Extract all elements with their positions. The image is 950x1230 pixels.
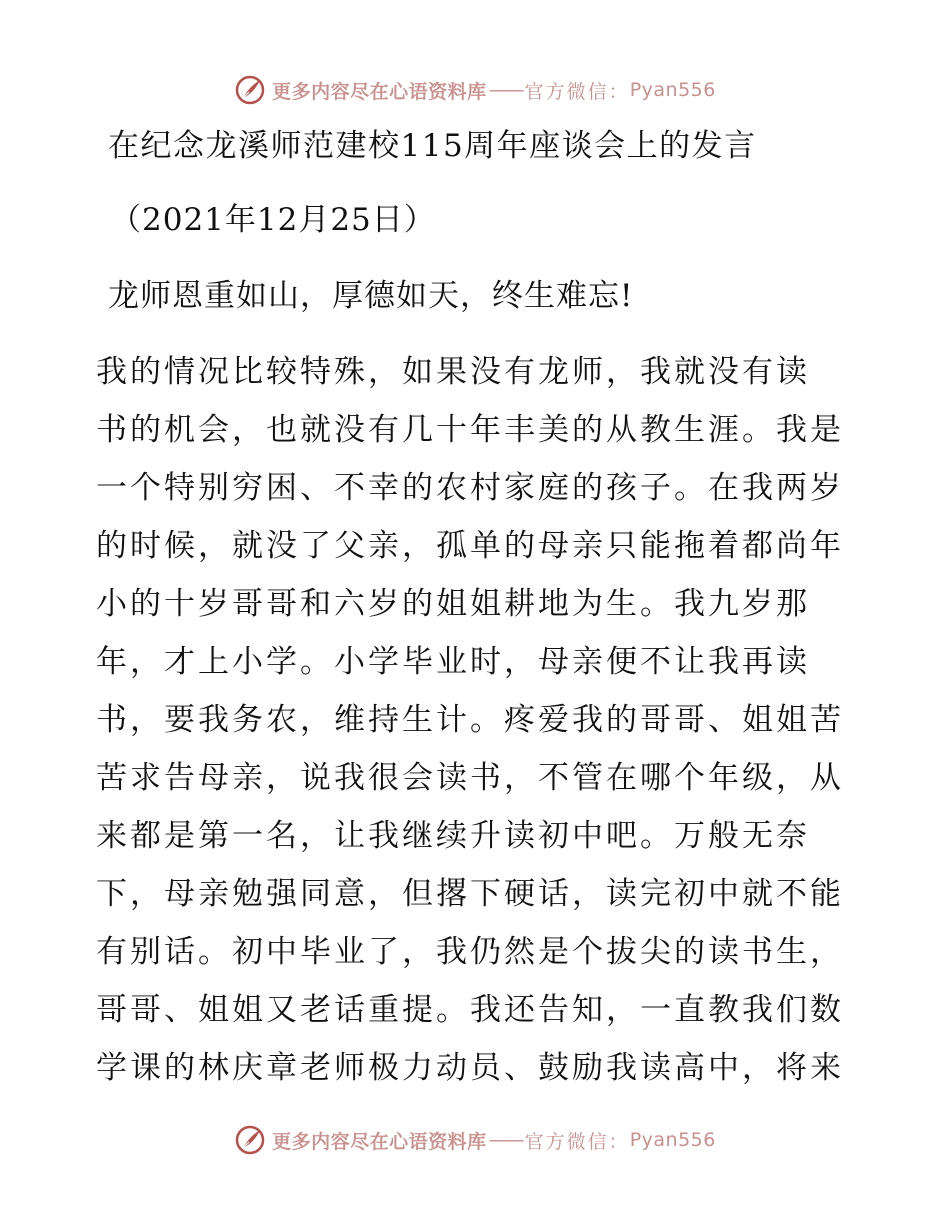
body-line: 书，要我务农，维持生计。疼爱我的哥哥、姐姐苦 [96, 702, 844, 738]
document-heading: 龙师恩重如山，厚德如天，终生难忘! [108, 278, 634, 314]
watermark-wechat-id: Pyan556 [629, 79, 716, 101]
body-line: 苦求告母亲，说我很会读书，不管在哪个年级，从 [96, 760, 844, 796]
watermark-separator: —— [488, 79, 523, 101]
body-line: 一个特别穷困、不幸的农村家庭的孩子。在我两岁 [96, 470, 844, 506]
body-line: 年，才上小学。小学毕业时，母亲便不让我再读 [96, 644, 810, 680]
body-line: 书的机会，也就没有几十年丰美的从教生涯。我是 [96, 412, 844, 448]
document-date: （2021年12月25日） [110, 202, 436, 238]
body-line: 学课的林庆章老师极力动员、鼓励我读高中，将来 [96, 1050, 844, 1086]
watermark-label: 官方微信： [524, 80, 630, 103]
quill-logo-icon [234, 1124, 266, 1156]
body-line: 有别话。初中毕业了，我仍然是个拔尖的读书生， [96, 934, 844, 970]
document-title: 在纪念龙溪师范建校115周年座谈会上的发言 [108, 128, 757, 164]
watermark-prefix: 更多内容尽在心语资料库 [272, 80, 487, 103]
watermark-wechat-id: Pyan556 [629, 1129, 716, 1151]
body-line: 小的十岁哥哥和六岁的姐姐耕地为生。我九岁那 [96, 586, 810, 622]
watermark-header [0, 70, 950, 110]
body-line: 我的情况比较特殊，如果没有龙师，我就没有读 [96, 354, 810, 390]
quill-logo-icon [234, 74, 266, 106]
body-line: 哥哥、姐姐又老话重提。我还告知，一直教我们数 [96, 992, 844, 1028]
body-line: 下，母亲勉强同意，但撂下硬话，读完初中就不能 [96, 876, 844, 912]
watermark-label: 官方微信： [524, 1130, 630, 1153]
watermark-separator: —— [488, 1129, 523, 1151]
body-line: 来都是第一名，让我继续升读初中吧。万般无奈 [96, 818, 810, 854]
body-line: 的时候，就没了父亲，孤单的母亲只能拖着都尚年 [96, 528, 844, 564]
watermark-footer [0, 1120, 950, 1160]
watermark-prefix: 更多内容尽在心语资料库 [272, 1130, 487, 1153]
